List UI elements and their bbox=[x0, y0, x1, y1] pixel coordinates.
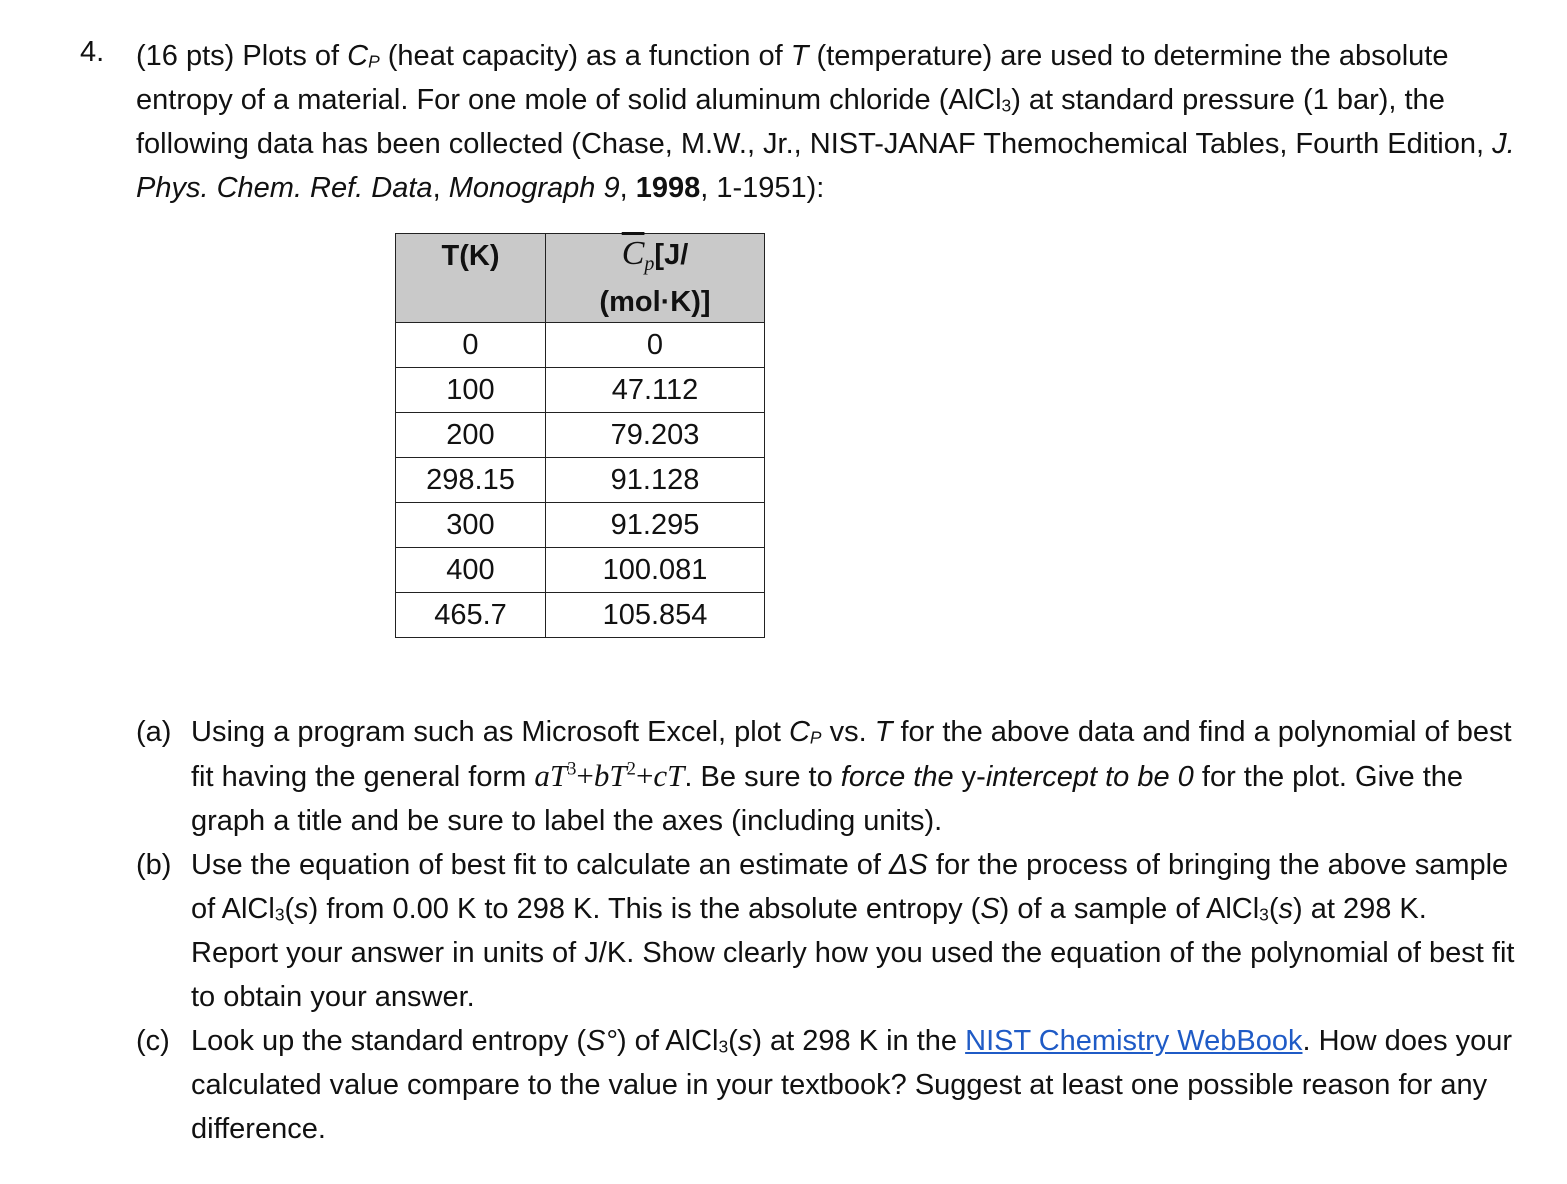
part-label: (c) bbox=[136, 1025, 170, 1057]
polynomial-equation: $aT^3+bT^2+cT$ bbox=[534, 758, 685, 793]
data-table bbox=[395, 233, 765, 638]
temperature-cell: 298.15 bbox=[396, 458, 546, 503]
header-heat-capacity: $\overline{C}_p[J/$ (mol·K)] bbox=[546, 234, 765, 323]
table-row bbox=[396, 368, 765, 413]
part-c-text: Look up the standard entropy (S°) of AlCl$_3$(s) at 298 K in the NIST Chemistry WebBook. How does your calculated value compare to the value in your textbook? Suggest at least one possible reason for any difference. bbox=[191, 1025, 1513, 1145]
table-row bbox=[396, 458, 765, 503]
part-a-text: Using a program such as Microsoft Excel, plot $C_P$ vs. T for the above data and find a polynomial of best fit having the general form $aT^3+bT^2+cT$. Be sure to force the y-intercept to be 0 for the plot. Give the graph a title and be sure to label the axes (including units). bbox=[191, 716, 1512, 837]
table-row bbox=[396, 413, 765, 458]
temperature-cell: 400 bbox=[396, 548, 546, 593]
question-parts bbox=[136, 710, 1516, 1151]
heat-capacity-cell: 79.203 bbox=[546, 413, 765, 458]
part-b bbox=[136, 843, 1516, 1019]
table-row bbox=[396, 323, 765, 368]
heat-capacity-cell: 100.081 bbox=[546, 548, 765, 593]
heat-capacity-cell: 91.295 bbox=[546, 503, 765, 548]
nist-webbook-link[interactable]: NIST Chemistry WebBook bbox=[965, 1025, 1303, 1057]
part-a bbox=[136, 710, 1516, 843]
heat-capacity-cell: 105.854 bbox=[546, 593, 765, 638]
part-label: (a) bbox=[136, 716, 172, 748]
question-number: 4. bbox=[80, 36, 105, 68]
part-b-text: Use the equation of best fit to calculate an estimate of ΔS for the process of bringing the above sample of AlCl$_3$(s) from 0.00 K to 298 K. This is the absolute entropy (S) of a sample of AlCl$_3$(s) at 298 K. Report your answer in units of J/K. Show clearly how you used the equation of the polynomial of best fit to obtain your answer. bbox=[191, 849, 1515, 1013]
temperature-cell: 200 bbox=[396, 413, 546, 458]
table-row bbox=[396, 593, 765, 638]
temperature-cell: 0 bbox=[396, 323, 546, 368]
heat-capacity-cell: 47.112 bbox=[546, 368, 765, 413]
temperature-cell: 300 bbox=[396, 503, 546, 548]
heat-capacity-cell: 91.128 bbox=[546, 458, 765, 503]
journal-name: J. Phys. Chem. Ref. Data bbox=[136, 128, 1515, 204]
temperature-cell: 465.7 bbox=[396, 593, 546, 638]
heat-capacity-cell: 0 bbox=[546, 323, 765, 368]
temperature-cell: 100 bbox=[396, 368, 546, 413]
header-temperature: T(K) bbox=[396, 234, 546, 323]
table-row bbox=[396, 548, 765, 593]
table-row bbox=[396, 503, 765, 548]
question-intro: (16 pts) Plots of $C_P$ (heat capacity) as a function of T (temperature) are used to determine the absolute entropy of a material. For one mole of solid aluminum chloride (AlCl$_3$) at standard pressure (1 bar), the following data has been collected (Chase, M.W., Jr., NIST-JANAF Themochemical Tables, Fourth Edition, J. Phys. Chem. Ref. Data, Monograph 9, 1998, 1-1951): bbox=[136, 40, 1515, 204]
part-c bbox=[136, 1019, 1516, 1151]
part-label: (b) bbox=[136, 849, 172, 881]
